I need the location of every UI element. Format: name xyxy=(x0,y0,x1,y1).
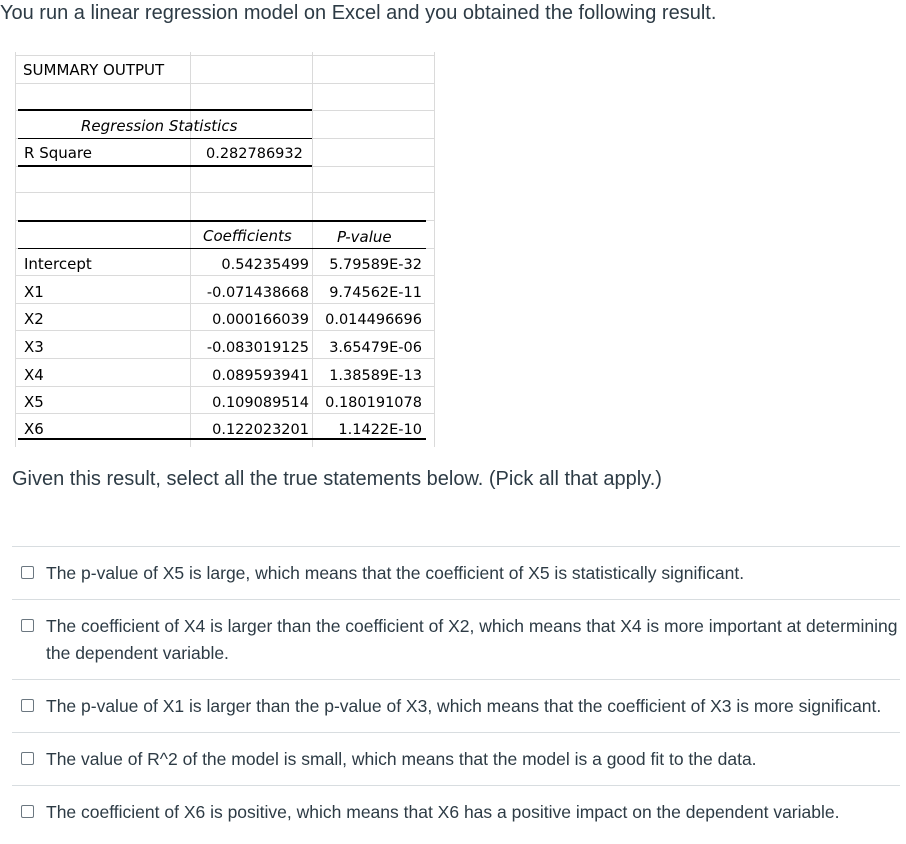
coef-row-label: X5 xyxy=(24,393,44,411)
answer-option[interactable] xyxy=(12,679,900,732)
regression-stats-bottom-rule xyxy=(18,165,312,167)
pvalue-value: 3.65479E-06 xyxy=(329,340,422,356)
coef-value: 0.000166039 xyxy=(212,312,309,328)
coef-row-label: X2 xyxy=(24,310,44,328)
regression-stats-header-rule xyxy=(18,138,312,139)
coef-row-label: X4 xyxy=(24,366,44,384)
answer-checkbox[interactable] xyxy=(21,699,34,712)
excel-summary-output-image xyxy=(15,52,435,447)
coef-row-label: X3 xyxy=(24,338,44,356)
coef-value: -0.071438668 xyxy=(206,285,309,301)
pvalue-value: 0.180191078 xyxy=(325,395,422,411)
pvalue-value: 1.1422E-10 xyxy=(338,422,422,438)
summary-output-title: SUMMARY OUTPUT xyxy=(23,61,165,79)
coef-value: 0.109089514 xyxy=(212,395,309,411)
answer-option-text: The coefficient of X4 is larger than the coefficient of X2, which means that X4 is more important at determining the dependent variable. xyxy=(46,616,898,663)
answer-checkbox[interactable] xyxy=(21,619,34,632)
answer-option-text: The coefficient of X6 is positive, which means that X6 has a positive impact on the dependent variable. xyxy=(46,802,840,822)
question-intro: You run a linear regression model on Excel and you obtained the following result. xyxy=(0,2,717,24)
pvalue-value: 0.014496696 xyxy=(325,312,422,328)
coefficients-top-rule xyxy=(18,220,426,222)
question-prompt: Given this result, select all the true statements below. (Pick all that apply.) xyxy=(12,468,662,490)
coef-value: 0.54235499 xyxy=(221,257,309,273)
answer-option-text: The value of R^2 of the model is small, which means that the model is a good fit to the data. xyxy=(46,749,757,769)
answer-option[interactable] xyxy=(12,785,900,838)
answer-checkbox[interactable] xyxy=(21,805,34,818)
answer-option[interactable] xyxy=(12,732,900,785)
coefficients-header-rule xyxy=(18,248,426,249)
answer-option-text: The p-value of X1 is larger than the p-value of X3, which means that the coefficient of X3 is more significant. xyxy=(46,696,882,716)
pvalue-header: P-value xyxy=(337,228,392,246)
pvalue-value: 1.38589E-13 xyxy=(329,368,422,384)
r-square-label: R Square xyxy=(24,144,92,162)
pvalue-value: 5.79589E-32 xyxy=(329,257,422,273)
answer-option[interactable] xyxy=(12,546,900,599)
coef-value: 0.122023201 xyxy=(212,422,309,438)
coef-value: 0.089593941 xyxy=(212,368,309,384)
pvalue-value: 9.74562E-11 xyxy=(329,285,422,301)
coefficients-header: Coefficients xyxy=(203,227,292,245)
coef-row-label: Intercept xyxy=(24,255,92,273)
answer-options xyxy=(12,546,900,838)
coef-value: -0.083019125 xyxy=(206,340,309,356)
answer-option-text: The p-value of X5 is large, which means that the coefficient of X5 is statistically significant. xyxy=(46,563,745,583)
regression-statistics-title: Regression Statistics xyxy=(81,117,238,135)
answer-option[interactable] xyxy=(12,599,900,679)
coefficients-bottom-rule xyxy=(18,438,426,440)
r-square-value: 0.282786932 xyxy=(206,146,303,162)
regression-stats-top-rule xyxy=(18,109,312,111)
coef-row-label: X1 xyxy=(24,283,44,301)
answer-checkbox[interactable] xyxy=(21,752,34,765)
coef-row-label: X6 xyxy=(24,420,44,438)
answer-checkbox[interactable] xyxy=(21,566,34,579)
